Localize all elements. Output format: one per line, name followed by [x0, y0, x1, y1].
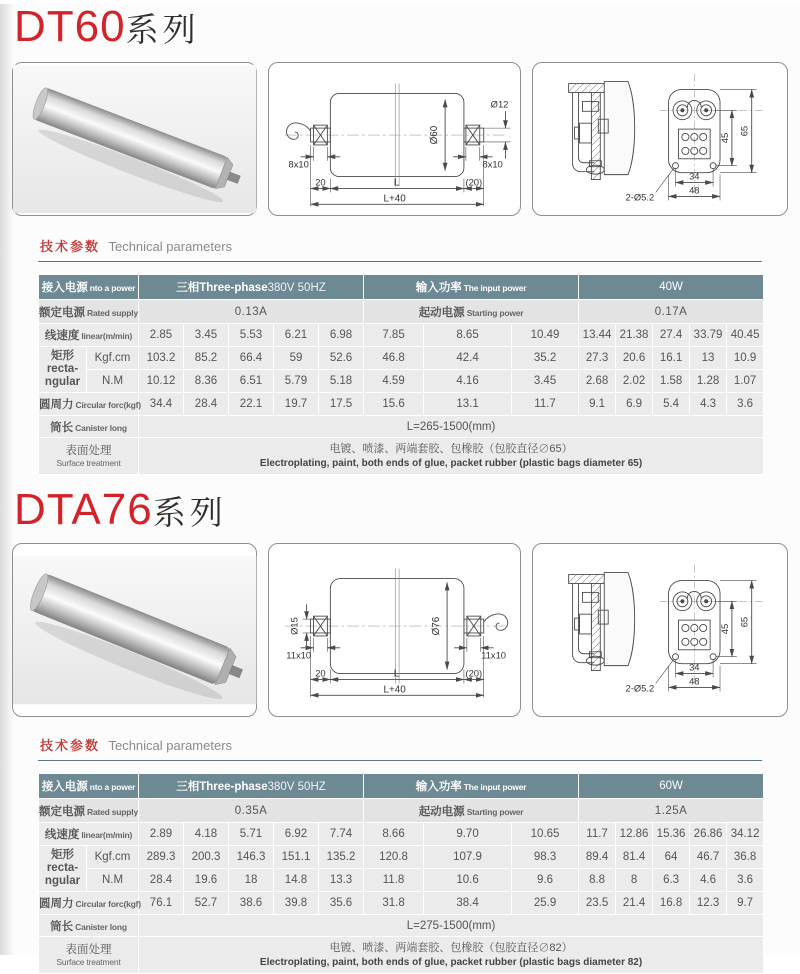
dim-label: 2-Ø5.2	[625, 682, 654, 694]
value-cell: 42.4	[424, 347, 512, 370]
label-zh: 额定电源	[39, 306, 85, 319]
label-en: linear(m/min)	[81, 331, 133, 341]
bracket-drawing	[533, 544, 787, 716]
unit-label: N.M	[87, 869, 139, 892]
label-zh: 三相Three-phase	[176, 282, 268, 294]
value-cell: 1.28	[690, 370, 727, 393]
value-cell: 4.18	[184, 823, 229, 846]
value-cell: 6.98	[319, 324, 364, 347]
label-en: Rated supply	[87, 307, 138, 318]
value-cell: 40.45	[727, 324, 764, 347]
value-cell: 7.74	[319, 823, 364, 846]
value-cell: 35.2	[512, 347, 579, 370]
value-cell: 25.9	[512, 892, 579, 915]
canister-value: L=265-1500(mm)	[139, 416, 764, 438]
mounting-drawing-box	[532, 62, 788, 216]
dim-label: 34	[688, 170, 700, 182]
rated-value: 0.35A	[139, 799, 364, 823]
surface-zh: 电镀、喷漆、两端套胶、包橡胶（包胶直径∅82）	[329, 942, 573, 955]
label-zh: 三相Three-phase	[176, 781, 268, 793]
surface-value	[139, 937, 764, 974]
tech-params-en: Technical parameters	[108, 239, 233, 254]
row-label	[39, 324, 139, 347]
label-zh: 起动电源	[418, 306, 465, 319]
value-cell: 20.6	[616, 347, 653, 370]
label-en: Canister long	[75, 921, 127, 932]
value-cell: 146.3	[229, 846, 274, 869]
header-power-in	[39, 275, 139, 300]
spec-table-dta76	[38, 773, 764, 974]
value-cell: 10.65	[512, 823, 579, 846]
torque-kgfcm-row	[39, 347, 764, 370]
value-cell: 3.45	[512, 370, 579, 393]
starting-value: 0.17A	[579, 300, 764, 324]
row-label	[39, 937, 139, 974]
value-cell: 14.8	[274, 869, 319, 892]
catalog-page	[0, 2, 800, 968]
header-watt: 60W	[579, 774, 764, 799]
dim-label: (20)	[465, 667, 483, 679]
value-cell: 6.51	[229, 370, 274, 393]
value-cell: 19.6	[184, 869, 229, 892]
rated-value: 0.13A	[139, 300, 364, 324]
label-zh: 接入电源	[41, 282, 88, 294]
value-cell: 21.4	[616, 892, 653, 915]
model-name: DT60	[14, 2, 126, 51]
value-cell: 8.8	[579, 869, 616, 892]
value-cell: 89.4	[579, 846, 616, 869]
label-en: Starting power	[466, 307, 524, 318]
roller-dimension-drawing	[269, 63, 519, 215]
roller-photo	[13, 63, 256, 215]
value-cell: 59	[274, 347, 319, 370]
product-photo-box	[12, 543, 257, 717]
row-label	[39, 393, 139, 416]
dim-label: 20	[315, 667, 327, 679]
surface-row	[39, 438, 764, 475]
value-cell: 4.3	[690, 393, 727, 416]
label-zh: 表面处理	[65, 943, 112, 956]
dim-label: 34	[688, 661, 700, 673]
value-cell: 35.6	[319, 892, 364, 915]
value-cell: 13.3	[319, 869, 364, 892]
model-name: DTA76	[14, 485, 153, 534]
value-cell: 38.4	[424, 892, 512, 915]
value-cell: 10.9	[727, 347, 764, 370]
canister-value: L=275-1500(mm)	[139, 915, 764, 937]
label-en: recta-	[46, 363, 79, 376]
value-cell: 1.58	[653, 370, 690, 393]
spec-table-dt60	[38, 274, 764, 475]
value-cell: 4.16	[424, 370, 512, 393]
rectangular-label	[39, 846, 87, 892]
label-en: Surface treatment	[56, 956, 121, 967]
value-cell: 34.12	[727, 823, 764, 846]
torque-nm-row	[39, 869, 764, 892]
value-cell: 9.7	[727, 892, 764, 915]
value-cell: 8.36	[184, 370, 229, 393]
dim-label: Ø76	[431, 616, 443, 636]
value-cell: 151.1	[274, 846, 319, 869]
value-cell: 13	[690, 347, 727, 370]
section-dta76	[0, 487, 800, 974]
unit-label: N.M	[87, 370, 139, 393]
starting-label	[364, 300, 579, 324]
unit-label: Kgf.cm	[87, 846, 139, 869]
table-header-row	[39, 774, 764, 799]
value-cell: 103.2	[139, 347, 184, 370]
value-cell: 46.8	[364, 347, 424, 370]
value-cell: 5.53	[229, 324, 274, 347]
value-cell: 15.36	[653, 823, 690, 846]
value-cell: 4.6	[690, 869, 727, 892]
dim-label: 11x10	[286, 649, 312, 661]
value-cell: 4.59	[364, 370, 424, 393]
section-title	[14, 487, 800, 535]
dim-label: 45	[718, 623, 730, 635]
side-view	[568, 573, 634, 671]
mounting-drawing-box	[532, 543, 788, 717]
linear-speed-row	[39, 823, 764, 846]
dim-label: 8x10	[288, 158, 310, 170]
rated-row	[39, 300, 764, 324]
value-cell: 5.79	[274, 370, 319, 393]
section-dt60	[0, 4, 800, 475]
label-en: Circular forc(kgf)	[75, 899, 141, 909]
value-cell: 5.18	[319, 370, 364, 393]
row-label	[39, 438, 139, 475]
side-view	[568, 82, 634, 180]
value-cell: 12.86	[616, 823, 653, 846]
label-rest: 380V 50HZ	[267, 781, 326, 793]
rated-row	[39, 799, 764, 823]
label-en: The input power	[463, 782, 527, 792]
dim-label: 65	[738, 616, 750, 628]
dim-label: L	[394, 668, 400, 680]
tech-params-zh: 技术参数	[40, 239, 101, 254]
header-power-in	[39, 774, 139, 799]
value-cell: 6.92	[274, 823, 319, 846]
value-cell: 10.49	[512, 324, 579, 347]
row-label	[39, 300, 139, 324]
value-cell: 38.6	[229, 892, 274, 915]
roller-photo	[13, 544, 256, 716]
value-cell: 107.9	[424, 846, 512, 869]
value-cell: 36.8	[727, 846, 764, 869]
row-label	[39, 915, 139, 937]
value-cell: 5.4	[653, 393, 690, 416]
label-en: Starting power	[466, 806, 524, 817]
divider	[38, 261, 762, 262]
label-zh: 输入功率	[415, 282, 462, 294]
rectangular-label	[39, 347, 87, 393]
tech-params-zh: 技术参数	[40, 738, 101, 753]
value-cell: 66.4	[229, 347, 274, 370]
value-cell: 1.07	[727, 370, 764, 393]
header-watt: 40W	[579, 275, 764, 300]
row-label	[39, 823, 139, 846]
row-label	[39, 892, 139, 915]
circular-force-row	[39, 892, 764, 915]
value-cell: 85.2	[184, 347, 229, 370]
value-cell: 12.3	[690, 892, 727, 915]
canister-row	[39, 416, 764, 438]
value-cell: 81.4	[616, 846, 653, 869]
tech-params-header	[40, 735, 800, 755]
header-input-power	[364, 275, 579, 300]
label-zh: 起动电源	[418, 805, 465, 818]
table-header-row	[39, 275, 764, 300]
header-phase	[139, 774, 364, 799]
value-cell: 3.45	[184, 324, 229, 347]
dim-label: 48	[688, 675, 700, 687]
linear-speed-row	[39, 324, 764, 347]
surface-en: Electroplating, paint, both ends of glue, packet rubber (plastic bags diameter 82)	[259, 956, 643, 968]
header-input-power	[364, 774, 579, 799]
value-cell: 21.38	[616, 324, 653, 347]
dim-label: 8x10	[482, 158, 504, 170]
tech-params-header	[40, 236, 800, 256]
value-cell: 27.3	[579, 347, 616, 370]
surface-zh: 电镀、喷漆、两端套胶、包橡胶（包胶直径∅65）	[329, 443, 573, 456]
label-en: ngular	[44, 874, 81, 887]
starting-label	[364, 799, 579, 823]
row-label	[39, 416, 139, 438]
value-cell: 26.86	[690, 823, 727, 846]
value-cell: 39.8	[274, 892, 319, 915]
label-zh: 筒长	[50, 421, 74, 434]
figure-row	[12, 62, 788, 216]
label-zh: 矩形	[51, 350, 74, 363]
label-en: recta-	[46, 862, 79, 875]
label-en: The input power	[463, 283, 527, 293]
value-cell: 31.8	[364, 892, 424, 915]
value-cell: 9.6	[512, 869, 579, 892]
label-zh: 输入功率	[415, 781, 462, 793]
value-cell: 289.3	[139, 846, 184, 869]
value-cell: 23.5	[579, 892, 616, 915]
label-en: Surface treatment	[56, 457, 121, 468]
dim-label: L+40	[383, 193, 407, 205]
power-hook	[287, 123, 311, 139]
model-suffix: 系列	[125, 11, 200, 48]
value-cell: 7.85	[364, 324, 424, 347]
value-cell: 98.3	[512, 846, 579, 869]
value-cell: 6.3	[653, 869, 690, 892]
dim-label: (20)	[465, 176, 483, 188]
label-zh: 表面处理	[65, 444, 112, 457]
torque-kgfcm-row	[39, 846, 764, 869]
label-en: nto a power	[89, 283, 136, 293]
value-cell: 120.8	[364, 846, 424, 869]
dim-label: 11x10	[481, 649, 507, 661]
value-cell: 10.6	[424, 869, 512, 892]
value-cell: 10.12	[139, 370, 184, 393]
label-en: linear(m/min)	[81, 830, 133, 840]
value-cell: 27.4	[653, 324, 690, 347]
value-cell: 6.9	[616, 393, 653, 416]
divider	[38, 760, 762, 761]
value-cell: 64	[653, 846, 690, 869]
value-cell: 15.6	[364, 393, 424, 416]
label-rest: 380V 50HZ	[267, 282, 326, 294]
roller-dimension-drawing	[269, 544, 519, 716]
dim-label: L	[394, 177, 400, 189]
surface-value	[139, 438, 764, 475]
value-cell: 18	[229, 869, 274, 892]
dim-label: Ø60	[429, 125, 441, 145]
value-cell: 28.4	[139, 869, 184, 892]
label-en: nto a power	[89, 782, 136, 792]
value-cell: 2.85	[139, 324, 184, 347]
value-cell: 52.6	[319, 347, 364, 370]
value-cell: 17.5	[319, 393, 364, 416]
value-cell: 28.4	[184, 393, 229, 416]
label-zh: 圆周力	[39, 399, 74, 411]
value-cell: 33.79	[690, 324, 727, 347]
label-zh: 圆周力	[39, 898, 74, 910]
dimension-drawing-box	[268, 62, 520, 216]
label-zh: 额定电源	[39, 805, 85, 818]
unit-label: Kgf.cm	[87, 347, 139, 370]
value-cell: 11.7	[579, 823, 616, 846]
value-cell: 200.3	[184, 846, 229, 869]
label-en: Canister long	[75, 422, 127, 433]
label-zh: 筒长	[50, 920, 74, 933]
value-cell: 8	[616, 869, 653, 892]
circular-force-row	[39, 393, 764, 416]
value-cell: 9.1	[579, 393, 616, 416]
value-cell: 5.71	[229, 823, 274, 846]
value-cell: 9.70	[424, 823, 512, 846]
value-cell: 22.1	[229, 393, 274, 416]
surface-en: Electroplating, paint, both ends of glue, packet rubber (plastic bags diameter 65)	[259, 457, 643, 469]
label-zh: 线速度	[44, 829, 80, 841]
dim-label: 45	[718, 132, 730, 144]
value-cell: 19.7	[274, 393, 319, 416]
label-en: Circular forc(kgf)	[75, 400, 141, 410]
label-zh: 矩形	[51, 849, 74, 862]
dim-label: 2-Ø5.2	[625, 191, 654, 203]
value-cell: 135.2	[319, 846, 364, 869]
value-cell: 11.7	[512, 393, 579, 416]
tech-params-en: Technical parameters	[108, 738, 233, 753]
section-title	[14, 4, 800, 52]
value-cell: 16.8	[653, 892, 690, 915]
label-zh: 线速度	[44, 330, 80, 342]
label-zh: 接入电源	[41, 781, 88, 793]
value-cell: 11.8	[364, 869, 424, 892]
dim-label: 65	[738, 125, 750, 137]
value-cell: 2.89	[139, 823, 184, 846]
dim-label: Ø15	[289, 617, 301, 635]
value-cell: 3.6	[727, 869, 764, 892]
torque-nm-row	[39, 370, 764, 393]
dim-label: Ø12	[491, 98, 509, 110]
dimension-drawing-box	[268, 543, 520, 717]
value-cell: 2.68	[579, 370, 616, 393]
dim-label: L+40	[383, 684, 407, 696]
bracket-drawing	[533, 63, 787, 215]
product-photo-box	[12, 62, 257, 216]
value-cell: 2.02	[616, 370, 653, 393]
label-en: Rated supply	[87, 806, 138, 817]
surface-row	[39, 937, 764, 974]
dim-label: 48	[688, 184, 700, 196]
value-cell: 8.65	[424, 324, 512, 347]
value-cell: 52.7	[184, 892, 229, 915]
row-label	[39, 799, 139, 823]
value-cell: 13.1	[424, 393, 512, 416]
value-cell: 34.4	[139, 393, 184, 416]
header-phase	[139, 275, 364, 300]
value-cell: 76.1	[139, 892, 184, 915]
value-cell: 8.66	[364, 823, 424, 846]
power-hook	[484, 614, 508, 630]
figure-row	[12, 543, 788, 717]
value-cell: 3.6	[727, 393, 764, 416]
canister-row	[39, 915, 764, 937]
value-cell: 16.1	[653, 347, 690, 370]
value-cell: 46.7	[690, 846, 727, 869]
value-cell: 6.21	[274, 324, 319, 347]
label-en: ngular	[44, 375, 81, 388]
value-cell: 13.44	[579, 324, 616, 347]
starting-value: 1.25A	[579, 799, 764, 823]
model-suffix: 系列	[152, 494, 227, 531]
dim-label: 20	[315, 176, 327, 188]
